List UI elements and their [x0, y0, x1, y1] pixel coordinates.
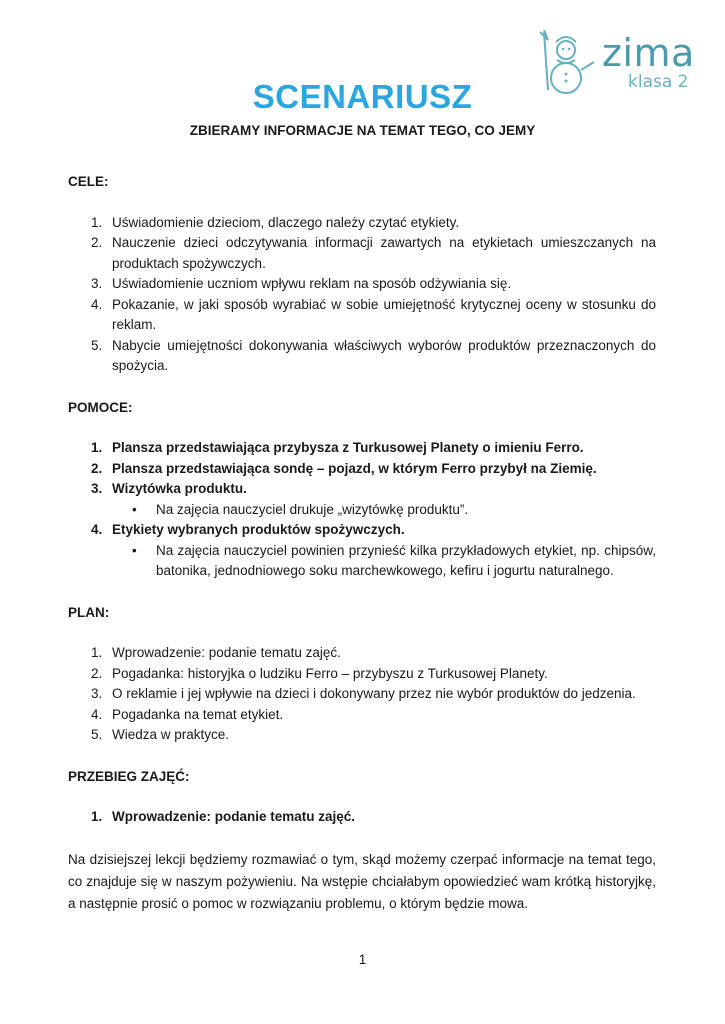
section-heading-pomoce: POMOCE: [68, 399, 133, 415]
paragraph: Na dzisiejszej lekcji będziemy rozmawiać o tym, skąd możemy czerpać informacje na temat tego, co znajduje się w naszym pożywieniu. Na wstępie chciałabym opowiedzieć wam krótką historyjkę, a następnie prosić o pomoc w rozwiązaniu problemu, o którym będzie mowa. [68, 851, 656, 911]
list-item: 3. Uświadomienie uczniom wpływu reklam na sposób odżywiania się. [91, 276, 512, 291]
list-item: 1. Uświadomienie dzieciom, dlaczego należy czytać etykiety. [91, 214, 460, 230]
list-item: 5. Wiedza w praktyce. [91, 727, 230, 742]
bullet-icon: • [132, 542, 137, 558]
list-item: 2. Nauczenie dzieci odczytywania informacji zawartych na etykietach umieszczanych na produktach spożywczych. [91, 235, 656, 271]
bullet-item: • Na zajęcia nauczyciel drukuje „wizytówkę produktu”. [68, 500, 656, 521]
list-item: 2. Plansza przedstawiająca sondę – pojazd, w którym Ferro przybył na Ziemię. [91, 460, 597, 476]
bullet-icon: • [132, 501, 137, 517]
list-item: 2. Pogadanka: historyjka o ludziku Ferro – przybyszu z Turkusowej Planety. [91, 665, 548, 681]
list-item: 4. Pokazanie, w jaki sposób wyrabiać w sobie umiejętność krytycznej oceny w stosunku do reklam. [91, 296, 656, 332]
list-item: 4. Pogadanka na temat etykiet. [91, 706, 284, 722]
list-item: 1. Wprowadzenie: podanie tematu zajęć. [91, 645, 341, 660]
przebieg-list [68, 807, 656, 828]
document-subtitle: ZBIERAMY INFORMACJE NA TEMAT TEGO, CO JEMY [189, 123, 536, 138]
list-item: 1. Wprowadzenie: podanie tematu zajęć. [91, 809, 356, 824]
bullet-item: • Na zajęcia nauczyciel powinien przynieść kilka przykładowych etykiet, np. chipsów, batonika, jednodniowego soku marchewkowego, kefiru i jogurtu naturalnego. [132, 542, 656, 578]
section-heading-cele: CELE: [68, 174, 109, 189]
cele-list [68, 213, 656, 377]
list-item: 1. Plansza przedstawiająca przybysza z Turkusowej Planety o imieniu Ferro. [91, 440, 584, 455]
page-number: 1 [358, 952, 367, 967]
plan-list [68, 643, 656, 746]
list-item: 3. O reklamie i jej wpływie na dzieci i dokonywany przez nie wybór produktów do jedzenia. [91, 686, 636, 701]
pomoce-list [68, 438, 656, 582]
document-body [68, 172, 656, 915]
section-heading-plan: PLAN: [68, 604, 110, 620]
list-item: 3. Wizytówka produktu. [91, 481, 247, 496]
document-title: SCENARIUSZ [252, 78, 473, 115]
list-item: 5. Nabycie umiejętności dokonywania właściwych wyborów produktów przeznaczonych do spożycia. [91, 337, 656, 373]
section-heading-przebieg: PRZEBIEG ZAJĘĆ: [68, 768, 190, 784]
list-item: 4. Etykiety wybranych produktów spożywczych. [91, 522, 405, 537]
logo-title: zima [602, 31, 695, 75]
logo-subtitle: klasa 2 [628, 72, 689, 92]
